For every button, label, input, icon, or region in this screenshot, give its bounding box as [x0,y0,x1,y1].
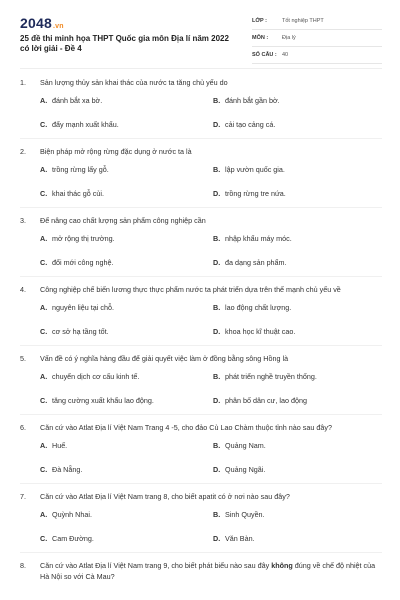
question-number: 1. [20,78,26,87]
question-text: Căn cứ vào Atlat Địa lí Việt Nam Trang 4 -5, cho đảo Cù Lao Chàm thuộc tỉnh nào sau đây? [40,423,332,432]
option-letter: D. [213,395,221,405]
option-a[interactable] [40,295,213,319]
question-text-part: Căn cứ vào Atlat Địa lí Việt Nam trang 9, cho biết phát biểu nào sau đây [40,561,272,570]
option-text: cơ sở hạ tầng tốt. [52,326,109,336]
meta-label: LỚP : [252,18,267,24]
question-text: Căn cứ vào Atlat Địa lí Việt Nam trang 8, cho biết apatit có ở nơi nào sau đây? [40,492,290,501]
option-text: Cam Đường. [52,533,94,543]
option-c[interactable] [40,457,213,481]
question-divider [20,276,382,277]
option-d[interactable] [213,112,386,136]
question-number: 7. [20,492,26,501]
question-number: 5. [20,354,26,363]
question-divider [20,207,382,208]
option-text: trồng rừng tre nứa. [225,188,286,198]
option-text: đánh bắt gần bờ. [225,95,280,105]
option-letter: C. [40,395,48,405]
option-d[interactable] [213,388,386,412]
meta-row-grade [252,13,382,30]
options [20,364,382,412]
option-letter: C. [40,257,48,267]
question-text: Biện pháp mở rộng rừng đặc dụng ở nước ta là [40,147,192,156]
option-letter: C. [40,326,48,336]
meta-value: Tốt nghiệp THPT [282,18,324,24]
question-5 [20,353,382,415]
option-c[interactable] [40,112,213,136]
page-header [0,0,400,70]
option-letter: B. [213,233,221,243]
option-a[interactable] [40,433,213,457]
option-text: đa dạng sản phẩm. [225,257,287,267]
option-text: Quảng Nam. [225,440,266,450]
options [20,502,382,550]
option-text: Quảng Ngãi. [225,464,266,474]
option-d[interactable] [213,319,386,343]
options [20,88,382,136]
question-text [40,560,382,582]
question-number: 6. [20,423,26,432]
question-text: Công nghiệp chế biến lương thực thực phẩm nước ta phát triển dựa trên thế mạnh chủ yếu về [40,285,341,294]
option-b[interactable] [213,364,386,388]
option-letter: A. [40,509,48,519]
option-letter: A. [40,233,48,243]
option-b[interactable] [213,88,386,112]
option-text: Huế. [52,440,68,450]
option-letter: C. [40,188,48,198]
option-letter: B. [213,164,221,174]
option-d[interactable] [213,181,386,205]
option-c[interactable] [40,181,213,205]
option-letter: A. [40,95,48,105]
option-b[interactable] [213,157,386,181]
options [20,157,382,205]
question-divider [20,552,382,553]
option-a[interactable] [40,364,213,388]
option-text: nguyên liệu tại chỗ. [52,302,114,312]
option-letter: B. [213,509,221,519]
meta-row-subject [252,30,382,47]
option-b[interactable] [213,502,386,526]
options [20,226,382,274]
question-text: Sản lượng thủy sản khai thác của nước ta tăng chủ yếu do [40,78,228,87]
question-text: Để nâng cao chất lượng sản phẩm công nghiệp cần [40,216,206,225]
option-c[interactable] [40,526,213,550]
option-a[interactable] [40,157,213,181]
option-letter: B. [213,302,221,312]
option-text: cải tạo cảng cá. [225,119,276,129]
question-4 [20,284,382,346]
option-text: khai thác gỗ củi. [52,188,104,198]
option-text: lập vườn quốc gia. [225,164,285,174]
meta-value: Địa lý [282,35,296,41]
question-divider [20,138,382,139]
option-a[interactable] [40,502,213,526]
option-text: Văn Bàn. [225,533,255,543]
option-text: Đà Nẵng. [52,464,83,474]
question-divider [20,414,382,415]
option-letter: C. [40,119,48,129]
question-3 [20,215,382,277]
question-1 [20,77,382,139]
question-text: Vấn đề có ý nghĩa hàng đầu để giải quyết việc làm ở đồng bằng sông Hồng là [40,354,289,363]
question-text-part: đúng về chế độ nhiệt của Hà Nội so với Cà Mau? [40,561,376,581]
option-text: Quỳnh Nhai. [52,509,92,519]
option-letter: A. [40,164,48,174]
document-meta [252,13,382,64]
option-c[interactable] [40,388,213,412]
option-text: trồng rừng lấy gỗ. [52,164,109,174]
option-text: chuyển dịch cơ cấu kinh tế. [52,371,140,381]
option-d[interactable] [213,250,386,274]
option-text: phân bố dân cư, lao động [225,395,307,405]
site-logo[interactable] [20,15,64,31]
option-letter: D. [213,326,221,336]
option-c[interactable] [40,250,213,274]
question-6 [20,422,382,484]
question-8 [20,560,382,582]
options [20,433,382,481]
question-list [20,77,382,582]
option-letter: D. [213,464,221,474]
option-letter: D. [213,257,221,267]
meta-label: MÔN : [252,35,269,41]
question-divider [20,345,382,346]
option-letter: D. [213,533,221,543]
option-text: đổi mới công nghệ. [52,257,114,267]
logo-suffix: .vn [52,23,64,30]
option-b[interactable] [213,226,386,250]
option-d[interactable] [213,457,386,481]
option-letter: D. [213,119,221,129]
question-number: 2. [20,147,26,156]
option-letter: B. [213,95,221,105]
option-text: phát triển nghề truyền thống. [225,371,317,381]
options [20,295,382,343]
question-emphasis: không [271,561,293,570]
meta-label: SỐ CÂU : [252,52,277,58]
option-a[interactable] [40,88,213,112]
option-b[interactable] [213,295,386,319]
option-text: Sinh Quyền. [225,509,265,519]
question-number: 8. [20,561,26,570]
option-a[interactable] [40,226,213,250]
header-divider [20,68,382,69]
option-text: nhập khẩu máy móc. [225,233,292,243]
meta-value: 40 [282,52,289,58]
document-title: 25 đề thi minh họa THPT Quốc gia môn Địa lí năm 2022 có lời giải - Đề 4 [20,34,229,53]
logo-main: 2048 [20,15,52,31]
option-c[interactable] [40,319,213,343]
question-2 [20,146,382,208]
option-letter: C. [40,464,48,474]
option-letter: A. [40,302,48,312]
question-number: 4. [20,285,26,294]
option-text: mở rộng thị trường. [52,233,115,243]
option-text: đánh bắt xa bờ. [52,95,103,105]
option-letter: A. [40,440,48,450]
option-letter: D. [213,188,221,198]
option-d[interactable] [213,526,386,550]
option-text: tăng cường xuất khẩu lao động. [52,395,154,405]
meta-row-count [252,47,382,64]
option-text: đẩy mạnh xuất khẩu. [52,119,119,129]
option-letter: B. [213,440,221,450]
question-divider [20,483,382,484]
question-number: 3. [20,216,26,225]
option-letter: B. [213,371,221,381]
option-text: khoa học kĩ thuật cao. [225,326,296,336]
question-7 [20,491,382,553]
option-letter: A. [40,371,48,381]
option-letter: C. [40,533,48,543]
option-b[interactable] [213,433,386,457]
option-text: lao động chất lượng. [225,302,292,312]
